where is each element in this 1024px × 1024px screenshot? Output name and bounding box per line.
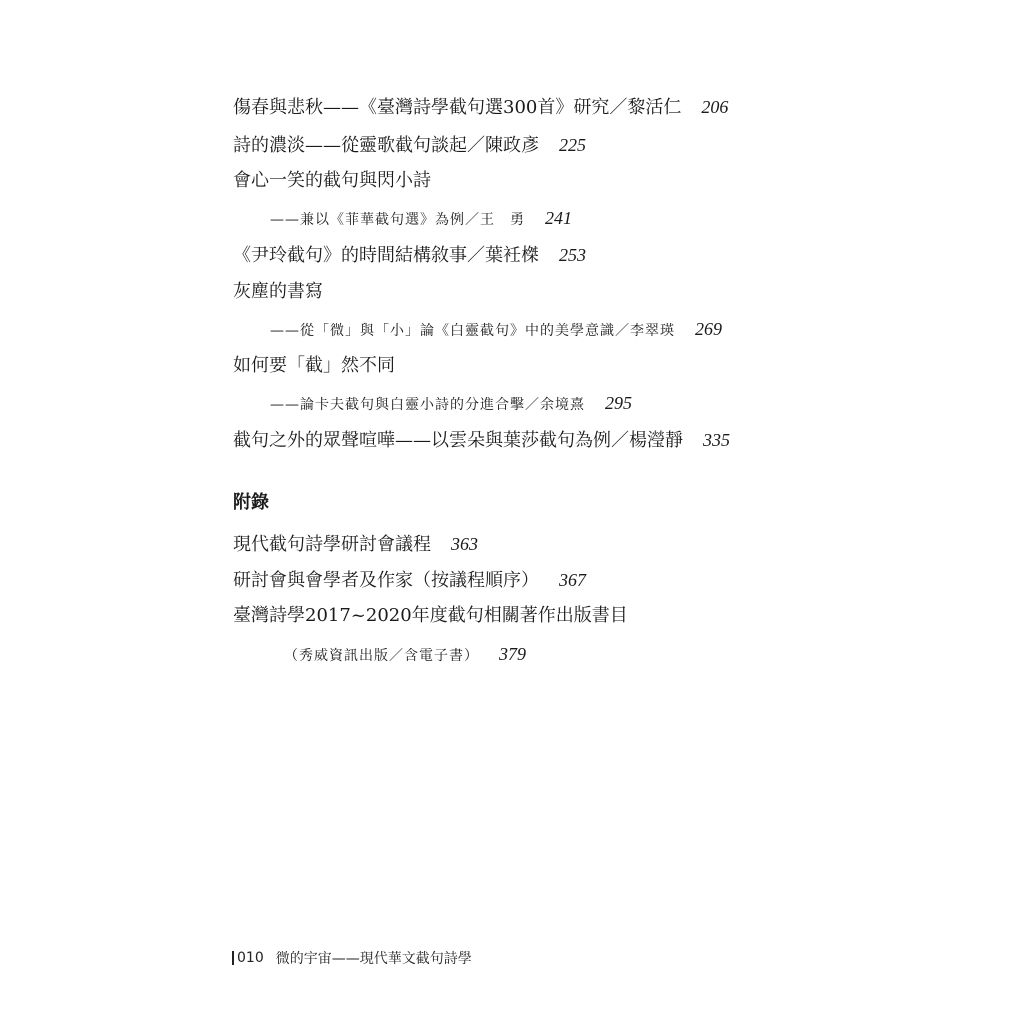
toc-page-number: 206 xyxy=(701,97,729,117)
toc-entry-title: 傷春與悲秋——《臺灣詩學截句選300首》研究／黎活仁 xyxy=(233,97,682,118)
toc-entry[interactable] xyxy=(233,133,586,158)
toc-entry-title: 灰塵的書寫 xyxy=(233,281,323,302)
toc-entry-subtitle[interactable] xyxy=(270,391,632,417)
toc-entry[interactable] xyxy=(233,568,586,593)
toc-page-number: 253 xyxy=(559,245,586,265)
toc-entry-title: 如何要「截」然不同 xyxy=(233,355,395,376)
toc-entry-title: 會心一笑的截句與閃小詩 xyxy=(233,170,431,191)
toc-entry[interactable] xyxy=(233,95,728,120)
footer-bar-icon xyxy=(232,951,234,965)
toc-page-number: 335 xyxy=(703,430,730,450)
footer-page-number: 010 xyxy=(237,950,264,966)
toc-entry-title: 研討會與會學者及作家（按議程順序） xyxy=(233,570,539,591)
toc-page-number: 379 xyxy=(499,644,526,664)
toc-entry-subtitle-text: ——論卡夫截句與白靈小詩的分進合擊／余境熹 xyxy=(270,397,585,413)
toc-entry[interactable] xyxy=(233,243,586,268)
toc-entry-title: 臺灣詩學2017~2020年度截句相關著作出版書目 xyxy=(233,605,628,626)
toc-entry-title: 《尹玲截句》的時間結構敘事／葉衽榤 xyxy=(233,245,539,266)
toc-entry-note-text: （秀威資訊出版／含電子書） xyxy=(284,648,479,664)
toc-page-number: 269 xyxy=(695,319,722,339)
toc-entry-title: 詩的濃淡——從靈歌截句談起／陳政彥 xyxy=(233,135,539,156)
toc-page-number: 363 xyxy=(451,534,478,554)
toc-entry-subtitle[interactable] xyxy=(270,206,572,232)
toc-entry[interactable] xyxy=(233,428,730,453)
toc-entry-title: 截句之外的眾聲喧嘩——以雲朵與葉莎截句為例／楊瀅靜 xyxy=(233,430,683,451)
toc-entry[interactable] xyxy=(233,169,431,193)
appendix-heading: 附錄 xyxy=(233,492,269,513)
toc-entry-subtitle-text: ——從「微」與「小」論《白靈截句》中的美學意識／李翠瑛 xyxy=(270,323,675,339)
page-footer xyxy=(232,948,472,968)
toc-page-number: 295 xyxy=(605,393,632,413)
toc-entry-subtitle[interactable] xyxy=(270,317,722,343)
footer-book-title: 微的宇宙——現代華文截句詩學 xyxy=(275,951,472,967)
toc-page-number: 241 xyxy=(545,208,572,228)
toc-entry-note[interactable] xyxy=(284,642,526,668)
toc-page-number: 367 xyxy=(559,570,586,590)
toc-entry[interactable] xyxy=(233,354,395,378)
toc-entry[interactable] xyxy=(233,604,628,628)
toc-entry-subtitle-text: ——兼以《菲華截句選》為例／王 勇 xyxy=(270,212,525,228)
toc-page-number: 225 xyxy=(559,135,586,155)
toc-entry[interactable] xyxy=(233,280,323,304)
toc-entry[interactable] xyxy=(233,532,478,557)
toc-entry-title: 現代截句詩學研討會議程 xyxy=(233,534,431,555)
